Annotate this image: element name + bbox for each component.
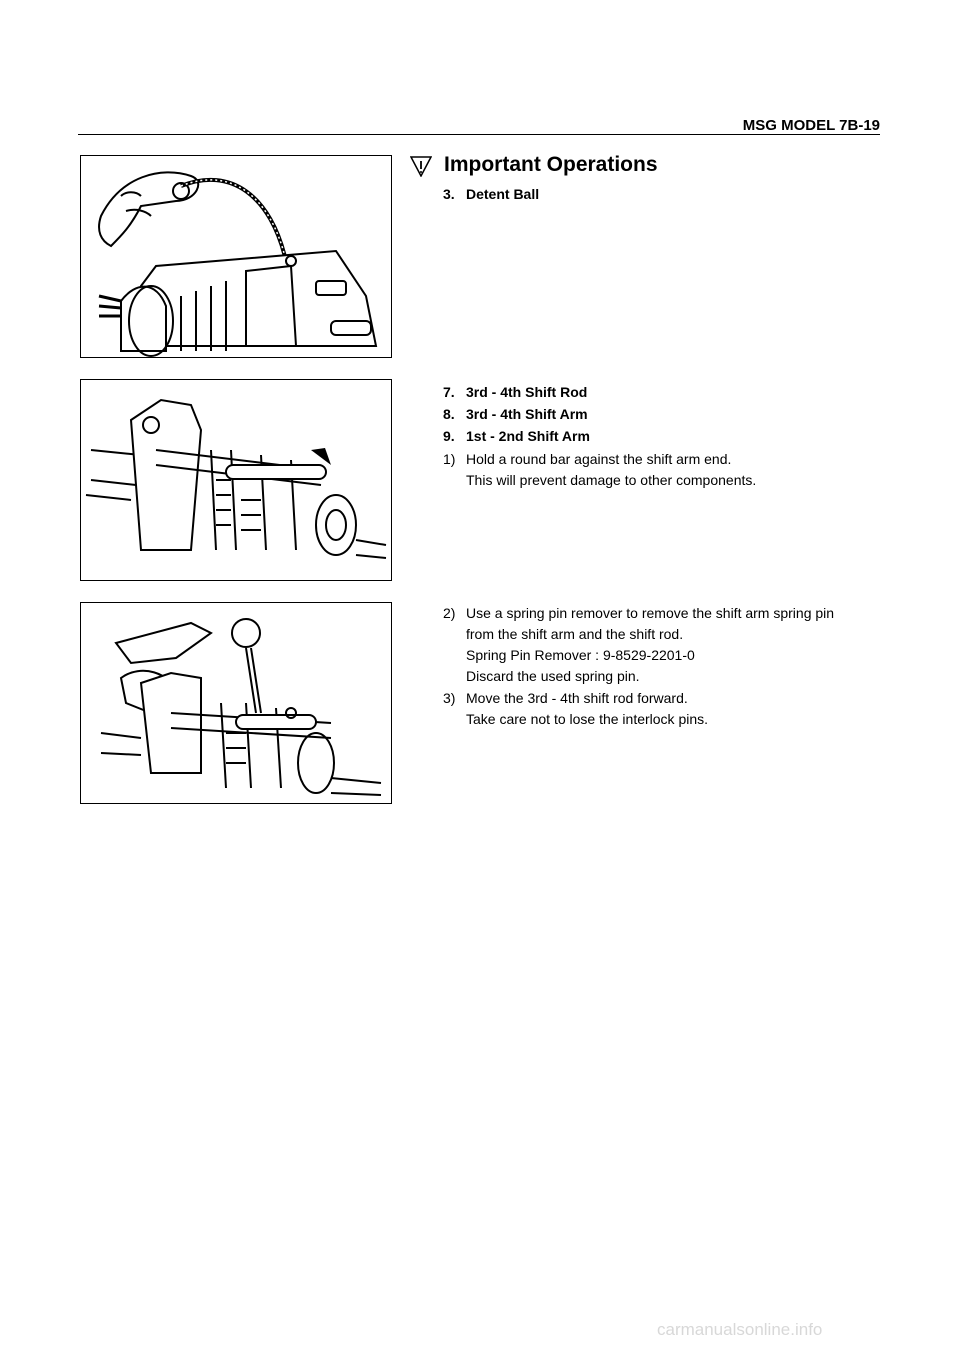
step-2 (443, 603, 834, 687)
figure-shift-rod (80, 379, 392, 581)
step-line: from the shift arm and the shift rod. (466, 626, 684, 642)
item-detent-ball (443, 186, 539, 202)
caution-triangle-icon (410, 155, 432, 177)
item-number: 3. (443, 186, 455, 202)
header-rule (78, 134, 880, 135)
page-header-title: MSG MODEL 7B-19 (742, 117, 880, 134)
item-label: 1st - 2nd Shift Arm (466, 428, 590, 444)
figure-detent-ball (80, 155, 392, 358)
item-label: 3rd - 4th Shift Arm (466, 406, 588, 422)
item-number: 7. (443, 384, 455, 400)
step-1 (443, 449, 756, 491)
step-number: 3) (443, 690, 456, 706)
item-label: 3rd - 4th Shift Rod (466, 384, 588, 400)
item-shift-arm-1-2 (443, 428, 590, 444)
step-line: Hold a round bar against the shift arm end. (466, 451, 732, 467)
item-number: 8. (443, 406, 455, 422)
step-number: 1) (443, 451, 456, 467)
step-line: Take care not to lose the interlock pins. (466, 711, 709, 727)
section-heading: Important Operations (444, 153, 658, 176)
detent-ball-illustration (81, 156, 391, 357)
step-line: Discard the used spring pin. (466, 668, 640, 684)
shift-rod-removal-illustration (81, 380, 391, 580)
footer-watermark[interactable]: carmanualsonline.info (657, 1320, 823, 1339)
step-line: Move the 3rd - 4th shift rod forward. (466, 690, 688, 706)
step-line: This will prevent damage to other components. (466, 472, 757, 488)
step-line: Spring Pin Remover : 9-8529-2201-0 (466, 647, 695, 663)
item-number: 9. (443, 428, 455, 444)
step-number: 2) (443, 605, 456, 621)
spring-pin-removal-illustration (81, 603, 391, 803)
step-3 (443, 688, 708, 730)
step-line: Use a spring pin remover to remove the shift arm spring pin (466, 605, 835, 621)
figure-spring-pin (80, 602, 392, 804)
item-label: Detent Ball (466, 186, 540, 202)
item-shift-arm-3-4 (443, 406, 588, 422)
item-shift-rod (443, 384, 587, 400)
